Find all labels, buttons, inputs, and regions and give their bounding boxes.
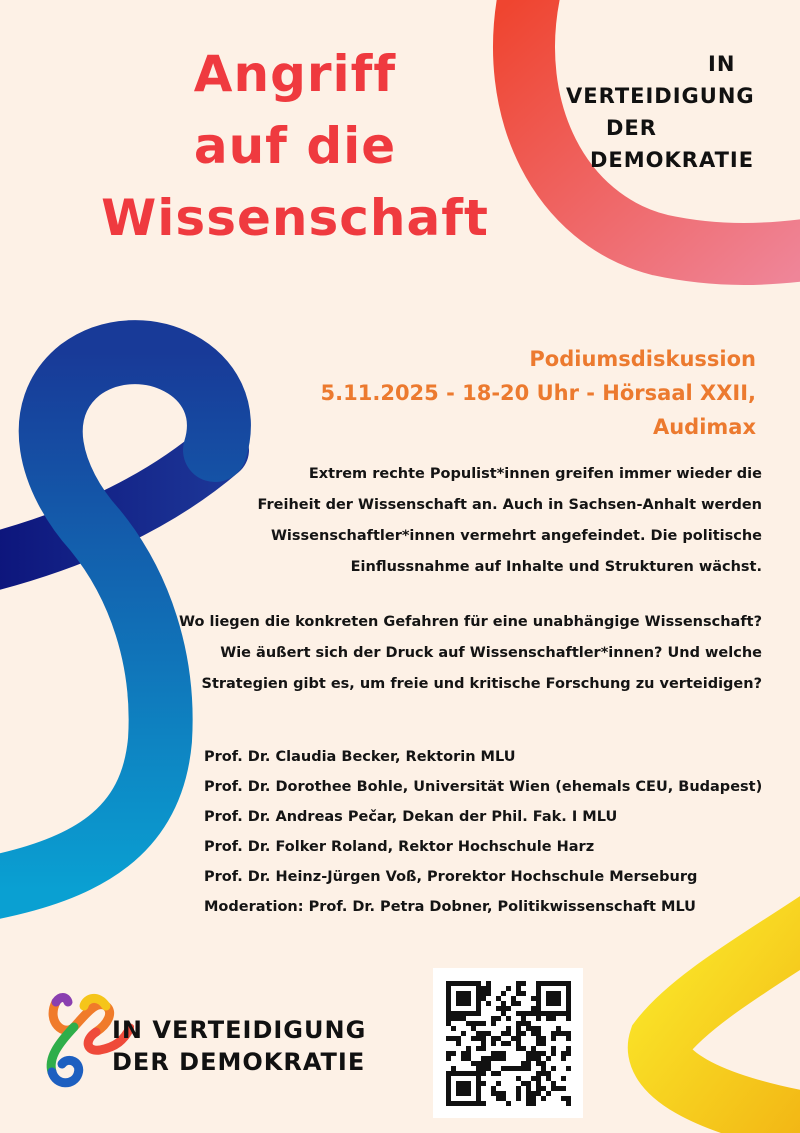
slogan-top bbox=[540, 48, 780, 176]
yellow-ribbon bbox=[659, 920, 800, 1125]
title-line: Angriff bbox=[193, 45, 397, 103]
campaign-logo-text bbox=[112, 1014, 366, 1078]
event-details: 5.11.2025 - 18-20 Uhr - Hörsaal XXII, bbox=[320, 381, 756, 405]
question-line: Wo liegen die konkreten Gefahren für eine unabhängige Wissenschaft? bbox=[179, 614, 762, 630]
panel-list bbox=[204, 742, 774, 922]
panelist: Prof. Dr. Heinz-Jürgen Voß, Prorektor Hochschule Merseburg bbox=[204, 869, 698, 885]
poster-title bbox=[60, 38, 530, 254]
logo-line: DER DEMOKRATIE bbox=[112, 1048, 366, 1076]
panelist: Prof. Dr. Claudia Becker, Rektorin MLU bbox=[204, 749, 516, 765]
logo-line: IN VERTEIDIGUNG bbox=[112, 1016, 367, 1044]
panelist: Prof. Dr. Andreas Pečar, Dekan der Phil. Fak. I MLU bbox=[204, 809, 618, 825]
intro-line: Wissenschaftler*innen vermehrt angefeindet. Die politische bbox=[270, 528, 762, 544]
event-place: Audimax bbox=[652, 415, 756, 439]
intro-line: Freiheit der Wissenschaft an. Auch in Sachsen-Anhalt werden bbox=[257, 497, 762, 513]
moderation: Moderation: Prof. Dr. Petra Dobner, Politikwissenschaft MLU bbox=[204, 899, 696, 915]
intro-line: Einflussnahme auf Inhalte und Strukturen wächst. bbox=[350, 559, 762, 575]
qr-code[interactable] bbox=[433, 968, 583, 1118]
slogan-line: DER bbox=[606, 116, 657, 140]
title-line: auf die bbox=[193, 117, 397, 175]
slogan-line: DEMOKRATIE bbox=[590, 148, 755, 172]
event-type: Podiumsdiskussion bbox=[529, 347, 756, 371]
question-line: Strategien gibt es, um freie und kritische Forschung zu verteidigen? bbox=[201, 676, 762, 692]
qr-code-image bbox=[433, 968, 583, 1118]
intro-paragraph bbox=[152, 459, 762, 583]
title-line: Wissenschaft bbox=[101, 189, 489, 247]
intro-line: Extrem rechte Populist*innen greifen immer wieder die bbox=[308, 466, 762, 482]
slogan-line: VERTEIDIGUNG bbox=[566, 84, 755, 108]
panelist: Prof. Dr. Dorothee Bohle, Universität Wien (ehemals CEU, Budapest) bbox=[204, 779, 763, 795]
slogan-line: IN bbox=[708, 52, 736, 76]
panelist: Prof. Dr. Folker Roland, Rektor Hochschule Harz bbox=[204, 839, 595, 855]
questions-paragraph bbox=[122, 607, 762, 700]
event-info bbox=[196, 342, 756, 444]
question-line: Wie äußert sich der Druck auf Wissenschaftler*innen? Und welche bbox=[220, 645, 762, 661]
